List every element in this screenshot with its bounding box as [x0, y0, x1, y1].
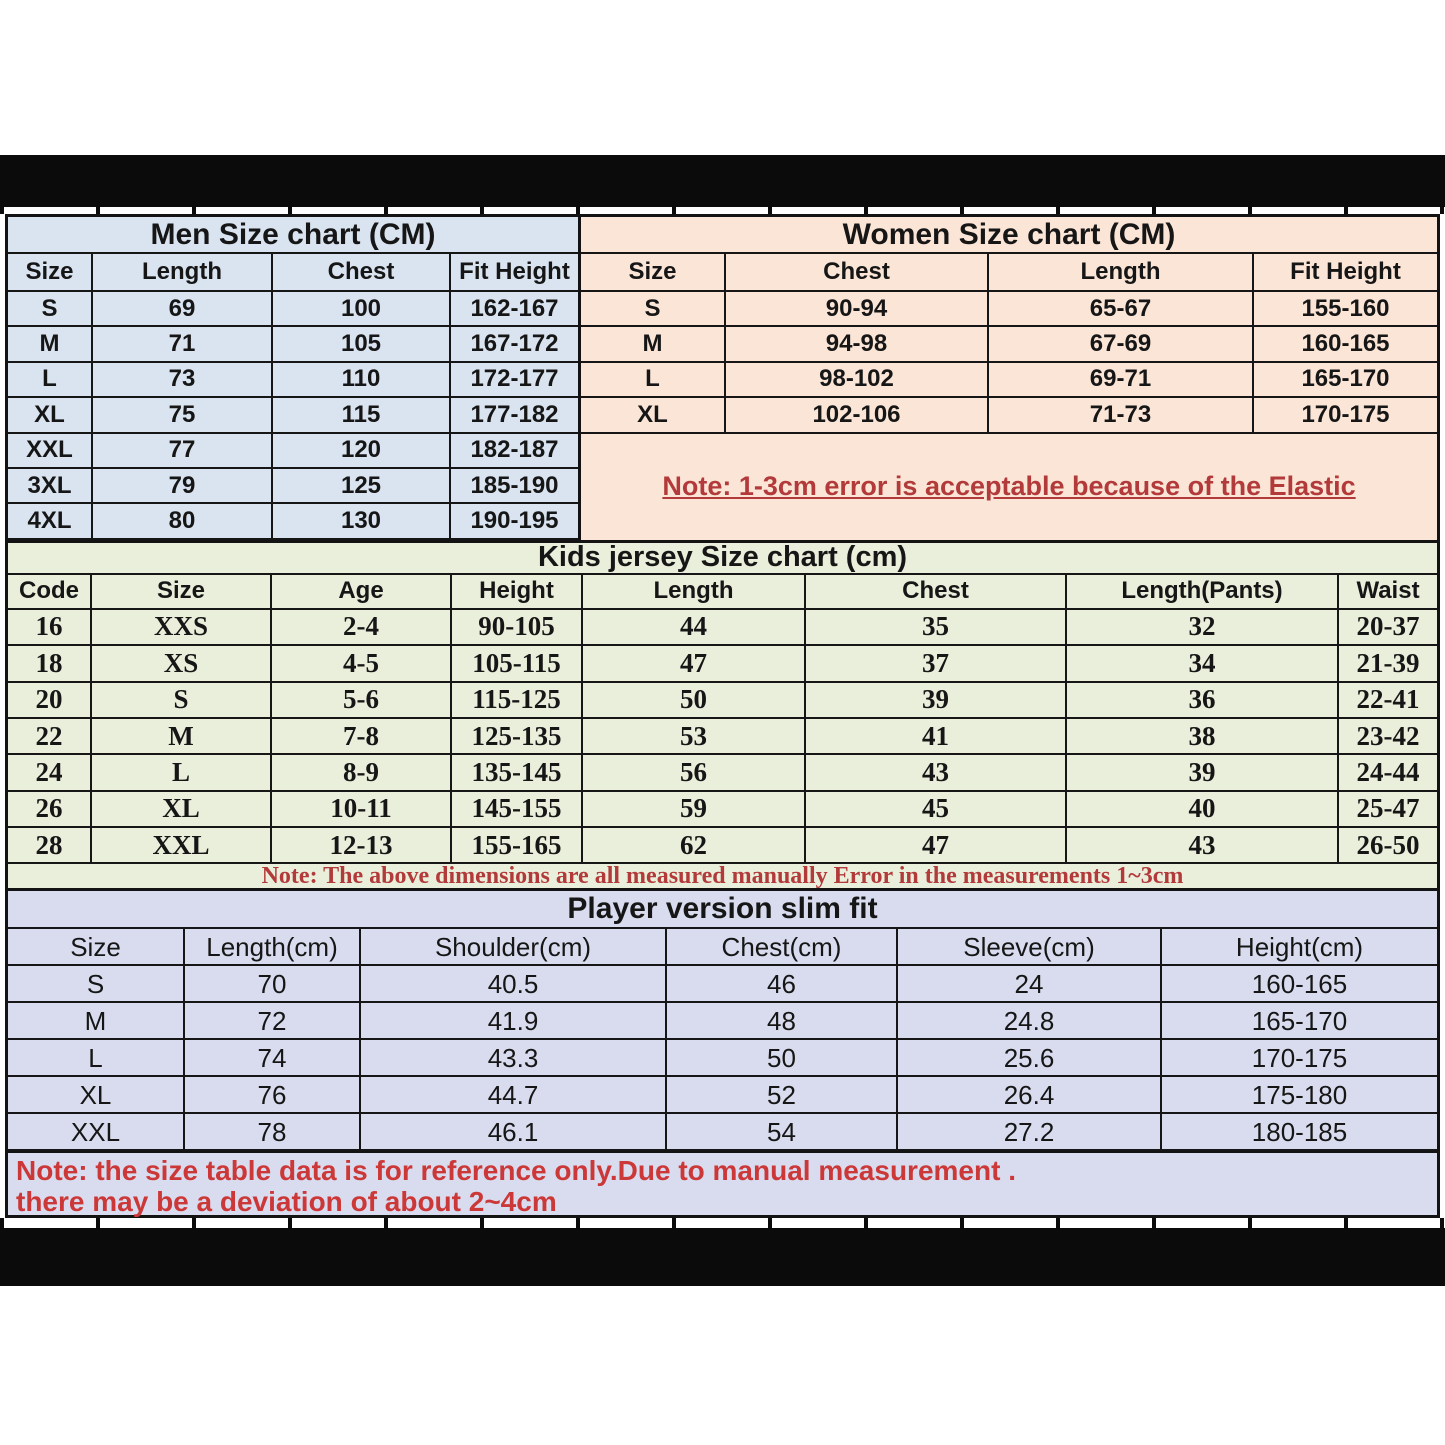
- kids-table-row: [8, 755, 1437, 791]
- table-cell: 43.3: [361, 1040, 667, 1077]
- kids-table-body: [8, 610, 1437, 865]
- table-cell: 16: [8, 610, 92, 646]
- table-cell: 38: [1067, 719, 1339, 755]
- player-table-row: [8, 1114, 1437, 1151]
- table-cell: 22-41: [1339, 683, 1437, 719]
- kids-header-cell: Height: [452, 575, 583, 610]
- player-header-cell: Length(cm): [185, 929, 361, 966]
- women-note-area: [581, 434, 1437, 540]
- table-cell: 75: [93, 398, 273, 433]
- kids-size-table: [8, 540, 1437, 889]
- women-table-row: [581, 292, 1437, 327]
- women-header-cell: Size: [581, 254, 726, 292]
- table-cell: 80: [93, 504, 273, 539]
- table-cell: 37: [806, 646, 1067, 682]
- table-cell: 77: [93, 434, 273, 469]
- table-cell: 125-135: [452, 719, 583, 755]
- kids-header-cell: Age: [272, 575, 452, 610]
- bottom-grid-strip: [0, 1218, 1445, 1228]
- table-cell: 175-180: [1162, 1077, 1437, 1114]
- women-header-row: [581, 254, 1437, 292]
- table-cell: XXL: [8, 1114, 185, 1151]
- table-cell: 54: [667, 1114, 898, 1151]
- table-cell: 20-37: [1339, 610, 1437, 646]
- table-cell: 90-94: [726, 292, 989, 327]
- table-cell: 34: [1067, 646, 1339, 682]
- table-cell: 94-98: [726, 327, 989, 362]
- table-cell: XXS: [92, 610, 272, 646]
- table-cell: 4-5: [272, 646, 452, 682]
- women-table-row: [581, 363, 1437, 398]
- table-cell: 62: [583, 828, 806, 864]
- table-cell: XS: [92, 646, 272, 682]
- kids-note-text: Note: The above dimensions are all measured manually Error in the measurements 1~3cm: [261, 862, 1184, 889]
- men-table-row: [8, 363, 578, 398]
- table-cell: 24: [8, 755, 92, 791]
- table-cell: 100: [273, 292, 451, 327]
- men-women-section: [8, 217, 1437, 540]
- table-cell: 46.1: [361, 1114, 667, 1151]
- table-cell: 73: [93, 363, 273, 398]
- table-cell: 69: [93, 292, 273, 327]
- table-cell: L: [8, 1040, 185, 1077]
- player-table-row: [8, 1077, 1437, 1114]
- table-cell: 115: [273, 398, 451, 433]
- table-cell: 98-102: [726, 363, 989, 398]
- table-cell: 59: [583, 792, 806, 828]
- table-cell: 56: [583, 755, 806, 791]
- table-cell: 130: [273, 504, 451, 539]
- table-cell: 35: [806, 610, 1067, 646]
- kids-header-cell: Length(Pants): [1067, 575, 1339, 610]
- table-cell: XL: [581, 398, 726, 433]
- table-cell: 165-170: [1254, 363, 1437, 398]
- table-cell: 50: [583, 683, 806, 719]
- kids-header-cell: Size: [92, 575, 272, 610]
- table-cell: L: [8, 363, 93, 398]
- player-table-title: Player version slim fit: [8, 891, 1437, 929]
- men-table-row: [8, 292, 578, 327]
- table-cell: 26: [8, 792, 92, 828]
- table-cell: XL: [8, 1077, 185, 1114]
- player-table-row: [8, 966, 1437, 1003]
- top-black-bar: [0, 155, 1445, 207]
- table-cell: 167-172: [451, 327, 578, 362]
- table-cell: 43: [806, 755, 1067, 791]
- kids-table-row: [8, 646, 1437, 682]
- table-cell: 102-106: [726, 398, 989, 433]
- table-cell: 40.5: [361, 966, 667, 1003]
- table-cell: XL: [92, 792, 272, 828]
- table-cell: 23-42: [1339, 719, 1437, 755]
- table-cell: 71: [93, 327, 273, 362]
- player-header-cell: Sleeve(cm): [898, 929, 1162, 966]
- women-note-text: Note: 1-3cm error is acceptable because of the Elastic: [662, 471, 1356, 502]
- men-table-title: Men Size chart (CM): [8, 217, 578, 254]
- men-table-row: [8, 327, 578, 362]
- table-cell: 71-73: [989, 398, 1254, 433]
- table-cell: XXL: [92, 828, 272, 864]
- table-cell: 53: [583, 719, 806, 755]
- sheet-wrap: [0, 214, 1445, 1218]
- table-cell: 170-175: [1162, 1040, 1437, 1077]
- table-cell: 26.4: [898, 1077, 1162, 1114]
- player-table-row: [8, 1003, 1437, 1040]
- kids-header-cell: Waist: [1339, 575, 1437, 610]
- kids-header-cell: Chest: [806, 575, 1067, 610]
- women-table-title: Women Size chart (CM): [581, 217, 1437, 254]
- footer-note: [8, 1151, 1437, 1218]
- table-cell: 44: [583, 610, 806, 646]
- table-cell: 21-39: [1339, 646, 1437, 682]
- player-header-cell: Size: [8, 929, 185, 966]
- table-cell: L: [92, 755, 272, 791]
- player-header-cell: Chest(cm): [667, 929, 898, 966]
- table-cell: 28: [8, 828, 92, 864]
- men-size-table: [8, 217, 578, 540]
- table-cell: 177-182: [451, 398, 578, 433]
- table-cell: M: [581, 327, 726, 362]
- table-cell: 4XL: [8, 504, 93, 539]
- table-cell: 120: [273, 434, 451, 469]
- table-cell: 7-8: [272, 719, 452, 755]
- men-table-row: [8, 504, 578, 539]
- table-cell: 170-175: [1254, 398, 1437, 433]
- table-cell: L: [581, 363, 726, 398]
- table-cell: M: [92, 719, 272, 755]
- table-cell: 165-170: [1162, 1003, 1437, 1040]
- table-cell: 78: [185, 1114, 361, 1151]
- table-cell: S: [92, 683, 272, 719]
- table-cell: 41: [806, 719, 1067, 755]
- kids-table-row: [8, 828, 1437, 864]
- kids-table-row: [8, 792, 1437, 828]
- women-table-row: [581, 398, 1437, 433]
- table-cell: 185-190: [451, 469, 578, 504]
- table-cell: 70: [185, 966, 361, 1003]
- men-header-cell: Fit Height: [451, 254, 578, 292]
- table-cell: 12-13: [272, 828, 452, 864]
- player-header-cell: Height(cm): [1162, 929, 1437, 966]
- table-cell: 47: [806, 828, 1067, 864]
- table-cell: 182-187: [451, 434, 578, 469]
- men-header-cell: Chest: [273, 254, 451, 292]
- kids-table-row: [8, 719, 1437, 755]
- table-cell: 155-165: [452, 828, 583, 864]
- table-cell: 190-195: [451, 504, 578, 539]
- women-size-table: [578, 217, 1437, 540]
- table-cell: 76: [185, 1077, 361, 1114]
- bottom-black-bar: [0, 1228, 1445, 1286]
- table-cell: 52: [667, 1077, 898, 1114]
- kids-table-row: [8, 610, 1437, 646]
- table-cell: 3XL: [8, 469, 93, 504]
- kids-table-title: Kids jersey Size chart (cm): [8, 543, 1437, 575]
- table-cell: 25-47: [1339, 792, 1437, 828]
- table-cell: 39: [1067, 755, 1339, 791]
- footer-note-line1: Note: the size table data is for reference only.Due to manual measurement .: [16, 1155, 1016, 1187]
- table-cell: 45: [806, 792, 1067, 828]
- table-cell: 155-160: [1254, 292, 1437, 327]
- table-cell: 8-9: [272, 755, 452, 791]
- table-cell: 79: [93, 469, 273, 504]
- men-header-cell: Size: [8, 254, 93, 292]
- table-cell: 115-125: [452, 683, 583, 719]
- table-cell: 160-165: [1162, 966, 1437, 1003]
- men-header-cell: Length: [93, 254, 273, 292]
- table-cell: XL: [8, 398, 93, 433]
- table-cell: 5-6: [272, 683, 452, 719]
- men-table-row: [8, 469, 578, 504]
- table-cell: S: [581, 292, 726, 327]
- women-table-body: [581, 292, 1437, 434]
- men-header-row: [8, 254, 578, 292]
- table-cell: 48: [667, 1003, 898, 1040]
- table-cell: 162-167: [451, 292, 578, 327]
- table-cell: 41.9: [361, 1003, 667, 1040]
- table-cell: XXL: [8, 434, 93, 469]
- top-grid-strip: [0, 207, 1445, 214]
- table-cell: 22: [8, 719, 92, 755]
- player-version-table: [8, 888, 1437, 1151]
- women-header-cell: Chest: [726, 254, 989, 292]
- kids-table-row: [8, 683, 1437, 719]
- kids-header-cell: Code: [8, 575, 92, 610]
- footer-note-line2: there may be a deviation of about 2~4cm: [16, 1186, 557, 1218]
- table-cell: 26-50: [1339, 828, 1437, 864]
- table-cell: 90-105: [452, 610, 583, 646]
- table-cell: 67-69: [989, 327, 1254, 362]
- table-cell: 65-67: [989, 292, 1254, 327]
- table-cell: 39: [806, 683, 1067, 719]
- table-cell: 43: [1067, 828, 1339, 864]
- table-cell: 27.2: [898, 1114, 1162, 1151]
- content-band: [0, 155, 1445, 1286]
- table-cell: 50: [667, 1040, 898, 1077]
- table-cell: 24-44: [1339, 755, 1437, 791]
- table-cell: 145-155: [452, 792, 583, 828]
- men-table-row: [8, 434, 578, 469]
- table-cell: 47: [583, 646, 806, 682]
- table-cell: 180-185: [1162, 1114, 1437, 1151]
- table-cell: 172-177: [451, 363, 578, 398]
- table-cell: 110: [273, 363, 451, 398]
- kids-header-cell: Length: [583, 575, 806, 610]
- women-header-cell: Fit Height: [1254, 254, 1437, 292]
- table-cell: 2-4: [272, 610, 452, 646]
- table-cell: 25.6: [898, 1040, 1162, 1077]
- table-cell: 125: [273, 469, 451, 504]
- men-table-row: [8, 398, 578, 433]
- table-cell: 24: [898, 966, 1162, 1003]
- table-cell: M: [8, 1003, 185, 1040]
- women-header-cell: Length: [989, 254, 1254, 292]
- women-table-row: [581, 327, 1437, 362]
- table-cell: 160-165: [1254, 327, 1437, 362]
- table-cell: 69-71: [989, 363, 1254, 398]
- table-cell: 18: [8, 646, 92, 682]
- table-cell: 105: [273, 327, 451, 362]
- table-cell: M: [8, 327, 93, 362]
- player-header-cell: Shoulder(cm): [361, 929, 667, 966]
- table-cell: 105-115: [452, 646, 583, 682]
- table-cell: 36: [1067, 683, 1339, 719]
- table-cell: 135-145: [452, 755, 583, 791]
- player-header-row: [8, 929, 1437, 966]
- men-table-body: [8, 292, 578, 540]
- table-cell: 74: [185, 1040, 361, 1077]
- kids-header-row: [8, 575, 1437, 610]
- table-cell: S: [8, 966, 185, 1003]
- table-cell: 20: [8, 683, 92, 719]
- player-table-row: [8, 1040, 1437, 1077]
- table-cell: 10-11: [272, 792, 452, 828]
- table-cell: 44.7: [361, 1077, 667, 1114]
- table-cell: 32: [1067, 610, 1339, 646]
- table-cell: 40: [1067, 792, 1339, 828]
- table-cell: 72: [185, 1003, 361, 1040]
- table-cell: 24.8: [898, 1003, 1162, 1040]
- size-chart-sheet: [5, 214, 1440, 1218]
- table-cell: 46: [667, 966, 898, 1003]
- table-cell: S: [8, 292, 93, 327]
- player-table-body: [8, 966, 1437, 1151]
